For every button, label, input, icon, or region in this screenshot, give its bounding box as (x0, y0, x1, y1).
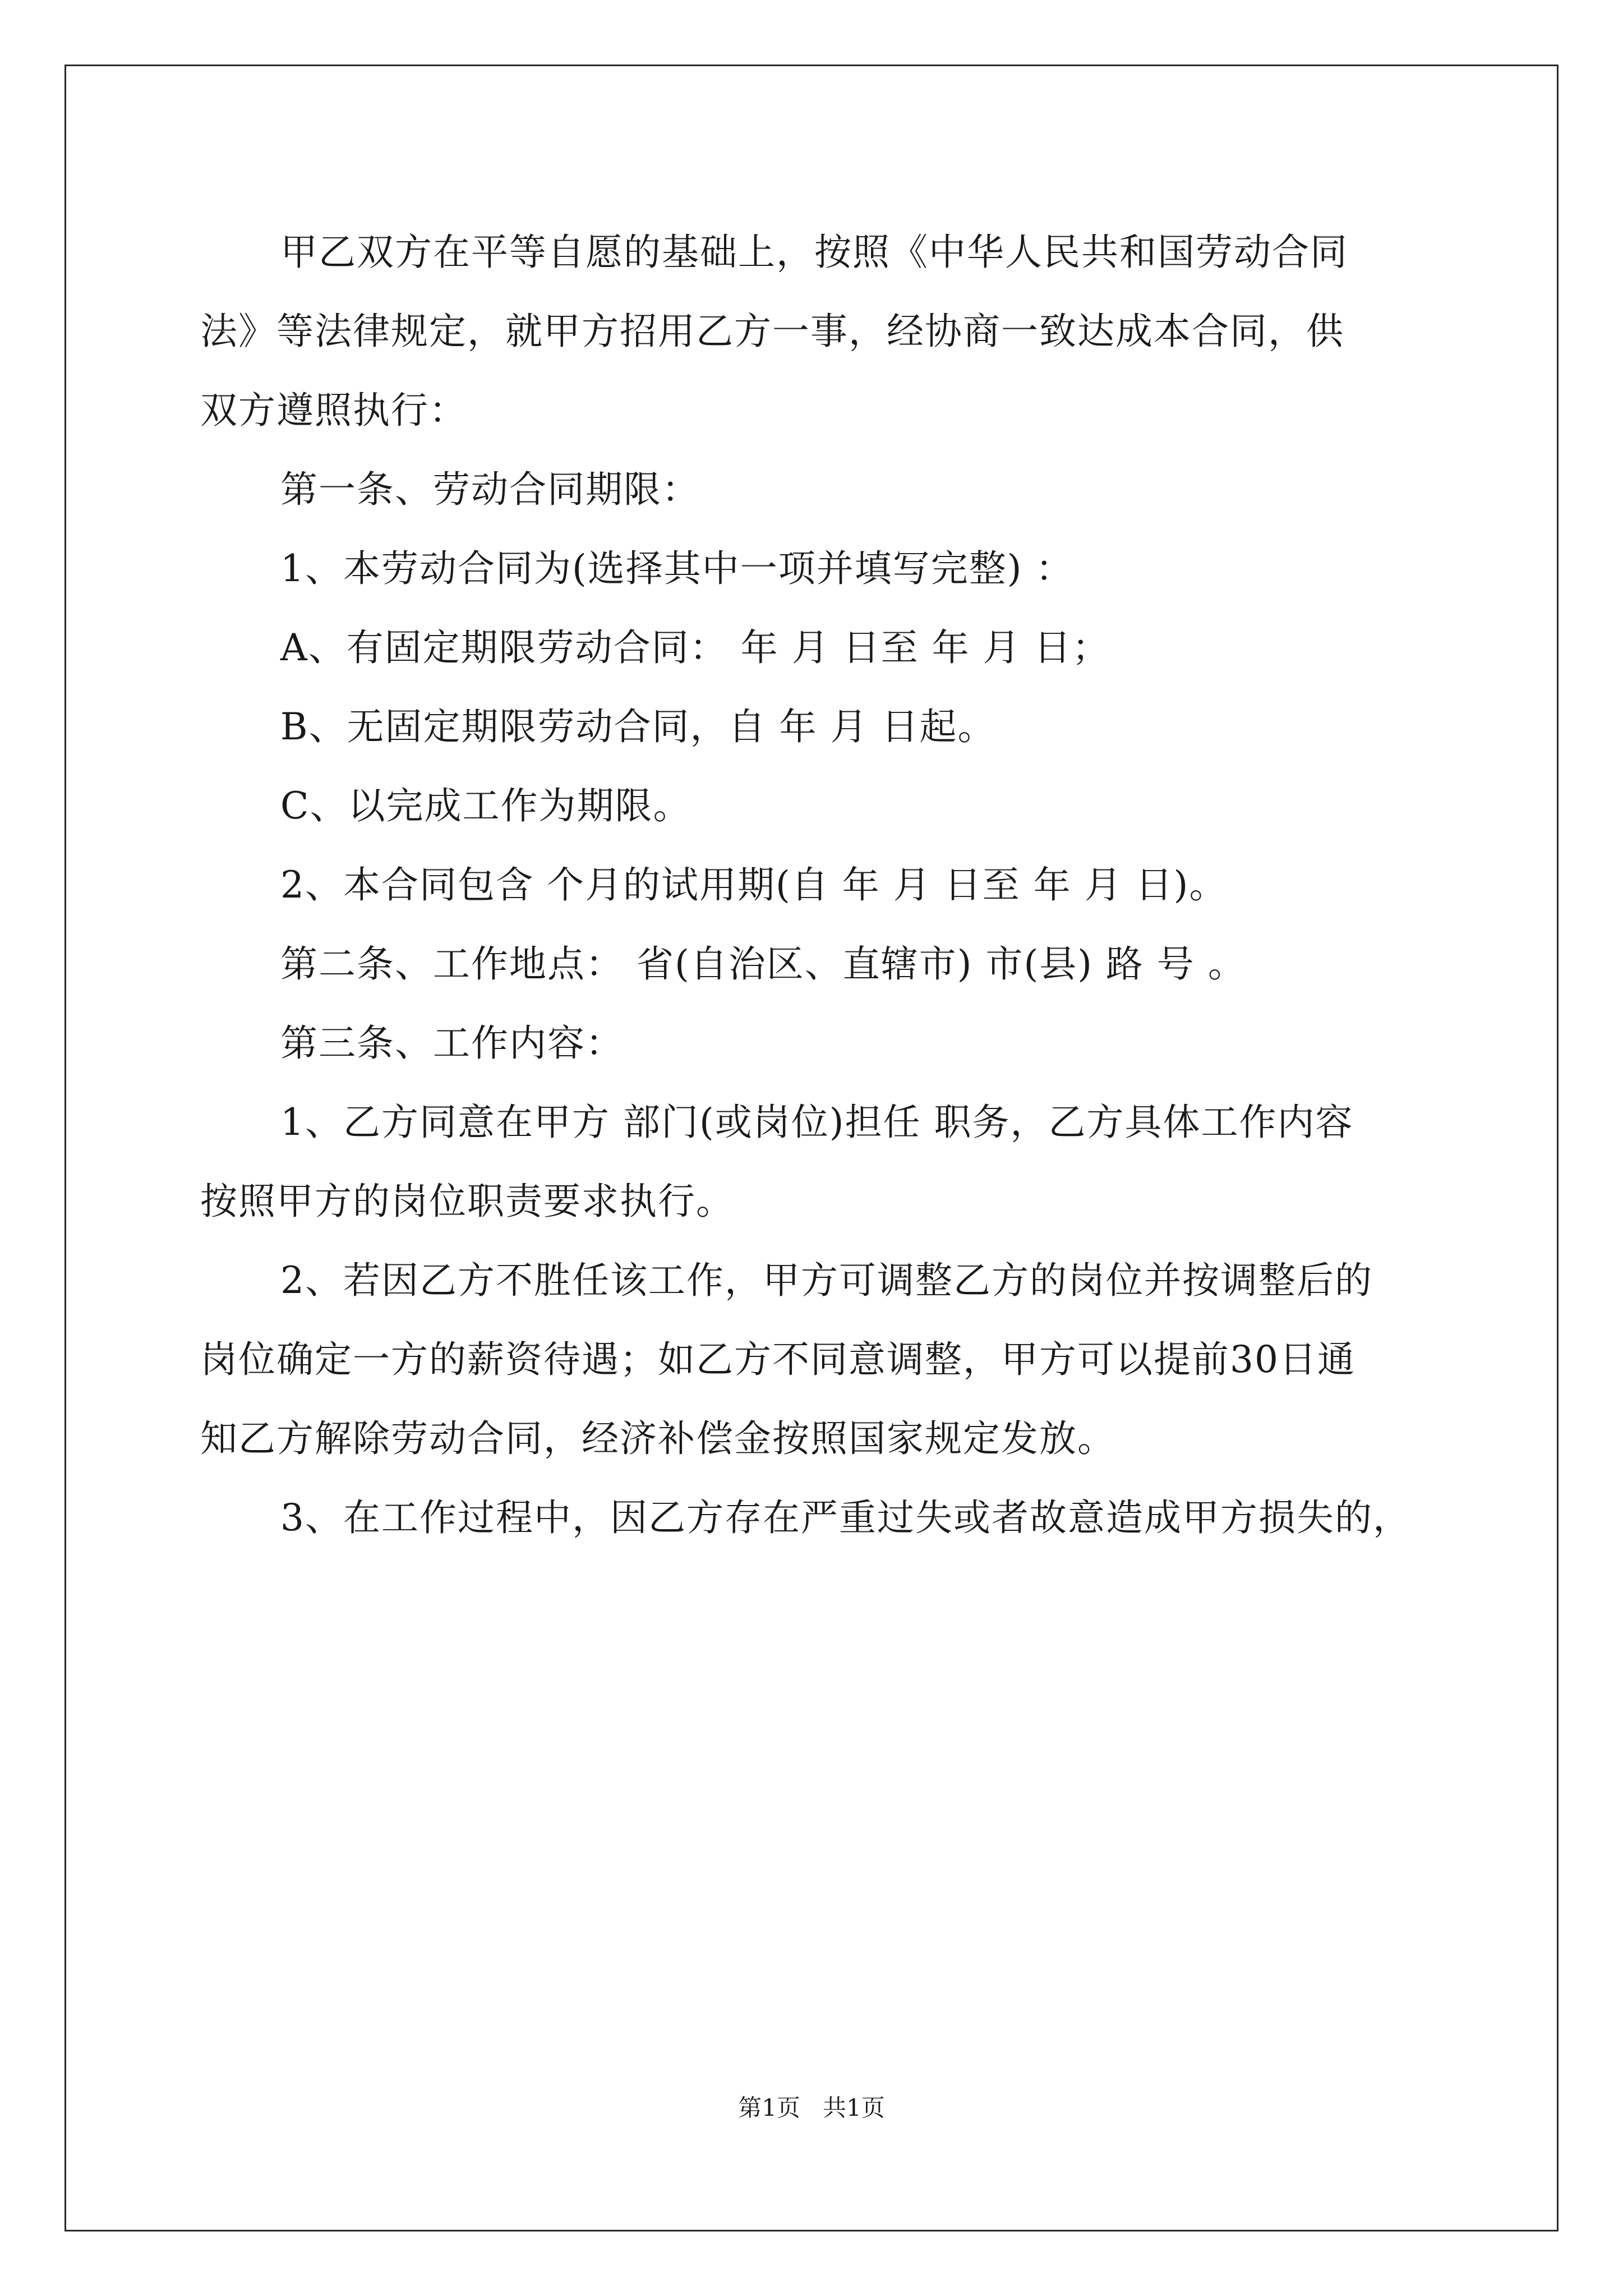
page-total: 共1页 (823, 2094, 885, 2122)
option-line: A、有固定期限劳动合同： 年 月 日至 年 月 日； (280, 626, 1110, 669)
option-line: B、无固定期限劳动合同，自 年 月 日起。 (280, 705, 996, 748)
clause-line: 2、若因乙方不胜任该工作，甲方可调整乙方的岗位并按调整后的 (280, 1259, 1373, 1302)
article-heading: 第三条、工作内容： (280, 1022, 624, 1065)
option-line: C、以完成工作为期限。 (280, 784, 691, 827)
clause-line: 1、乙方同意在甲方 部门(或岗位)担任 职务，乙方具体工作内容 (280, 1101, 1354, 1144)
page-number: 第1页 (738, 2094, 800, 2122)
paragraph-line: 法》等法律规定，就甲方招用乙方一事，经协商一致达成本合同，供 (200, 310, 1344, 353)
clause-line: 1、本劳动合同为(选择其中一项并填写完整) ： (280, 547, 1074, 590)
paragraph-line: 知乙方解除劳动合同，经济补偿金按照国家规定发放。 (200, 1417, 1115, 1460)
page-footer (0, 2090, 1623, 2123)
clause-line: 3、在工作过程中，因乙方存在严重过失或者故意造成甲方损失的， (280, 1496, 1411, 1539)
paragraph-line: 甲乙双方在平等自愿的基础上，按照《中华人民共和国劳动合同 (280, 231, 1348, 274)
clause-line: 2、本合同包含 个月的试用期(自 年 月 日至 年 月 日)。 (280, 863, 1228, 907)
paragraph-line: 岗位确定一方的薪资待遇；如乙方不同意调整，甲方可以提前30日通 (200, 1338, 1355, 1381)
paragraph-line: 按照甲方的岗位职责要求执行。 (200, 1180, 734, 1223)
article-heading: 第一条、劳动合同期限： (280, 468, 700, 511)
paragraph-line: 双方遵照执行： (200, 389, 467, 432)
article-heading: 第二条、工作地点： 省(自治区、直辖市) 市(县) 路 号 。 (280, 942, 1246, 986)
